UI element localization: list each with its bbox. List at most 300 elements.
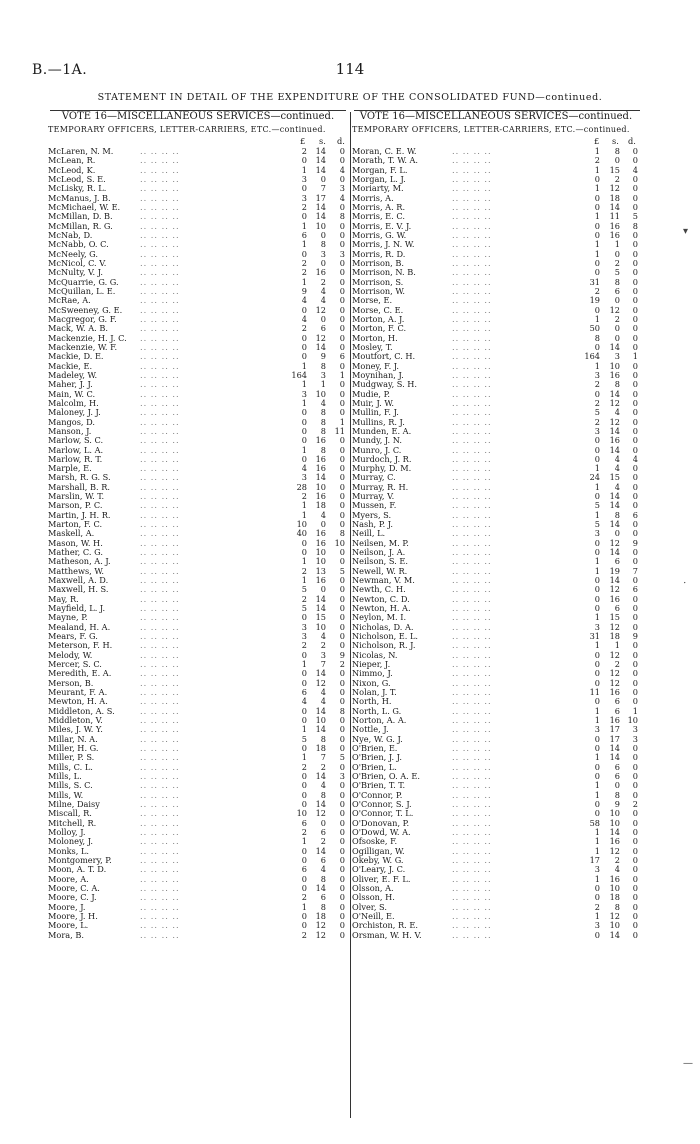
entry-name: Nash, P. J. (352, 520, 394, 530)
entry-shillings: 8 (320, 425, 326, 436)
entry-name: Mitchell, R. (48, 818, 97, 828)
leader-dots: .. .. .. .. (452, 584, 492, 595)
entry-shillings: 8 (614, 276, 620, 287)
entry-shillings: 6 (614, 770, 620, 781)
entry-name: Newton, C. D. (352, 594, 410, 604)
entry-name: Myers, S. (352, 510, 392, 520)
entry-name: O'Brien, J. J. (352, 753, 402, 763)
entry-pounds: 2 (594, 416, 600, 427)
margin-mark-icon: — (683, 1058, 693, 1069)
entry-name: Mackie, E. (48, 361, 93, 371)
entry-name: Nicholas, D. A. (352, 622, 414, 632)
leader-dots: .. .. .. .. (452, 211, 492, 222)
entry-pounds: 1 (594, 509, 600, 520)
entry-pounds: 1 (594, 481, 600, 492)
entry-pence: 0 (339, 481, 345, 492)
entry-pounds: 1 (594, 248, 600, 259)
entry-shillings: 2 (614, 659, 620, 670)
entry-name: McNabb, O. C. (48, 240, 109, 250)
entry-shillings: 8 (320, 789, 326, 800)
entry-shillings: 10 (315, 621, 326, 632)
entry-shillings: 2 (614, 257, 620, 268)
entry-pence: 0 (339, 332, 345, 343)
entry-shillings: 16 (315, 528, 326, 539)
entry-shillings: 2 (320, 640, 326, 651)
entry-pounds: 0 (301, 547, 307, 558)
leader-dots: .. .. .. .. (452, 491, 492, 502)
entry-pence: 0 (339, 920, 345, 931)
entry-shillings: 4 (614, 453, 620, 464)
entry-shillings: 2 (614, 313, 620, 324)
leader-dots: .. .. .. .. (452, 481, 492, 492)
entry-shillings: 2 (614, 854, 620, 865)
leader-dots: .. .. .. .. (452, 332, 492, 343)
entry-shillings: 14 (315, 155, 326, 166)
entry-pence: 0 (632, 248, 638, 259)
entry-pounds: 2 (594, 397, 600, 408)
leader-dots: .. .. .. .. (140, 780, 180, 791)
entry-pounds: 50 (589, 323, 600, 334)
entry-name: Morton, F. C. (352, 324, 407, 334)
leader-dots: .. .. .. .. (452, 733, 492, 744)
entry-name: Moriarty, M. (352, 184, 404, 194)
entry-name: Morse, C. E. (352, 305, 404, 315)
entry-pounds: 1 (301, 239, 307, 250)
entry-pounds: 2 (301, 565, 307, 576)
entry-pounds: 1 (594, 826, 600, 837)
entry-name: Newman, V. M. (352, 576, 415, 586)
entry-name: Milne, Daisy (48, 799, 100, 809)
entry-shillings: 4 (614, 864, 620, 875)
leader-dots: .. .. .. .. (452, 752, 492, 763)
entry-name: Neill, L. (352, 529, 386, 539)
entry-pounds: 0 (594, 267, 600, 278)
entry-name: Morath, T. W. A. (352, 156, 419, 166)
leader-dots: .. .. .. .. (140, 770, 180, 781)
entry-shillings: 14 (609, 547, 620, 558)
entry-shillings: 0 (320, 173, 326, 184)
entry-pence: 0 (632, 789, 638, 800)
entry-shillings: 16 (315, 491, 326, 502)
entry-shillings: 8 (320, 239, 326, 250)
entry-shillings: 16 (315, 267, 326, 278)
entry-pounds: 1 (594, 565, 600, 576)
entry-name: Muir, J. W. (352, 398, 394, 408)
entry-pounds: 1 (594, 873, 600, 884)
leader-dots: .. .. .. .. (452, 724, 492, 735)
leader-dots: .. .. .. .. (452, 388, 492, 399)
entry-shillings: 7 (320, 183, 326, 194)
leader-dots: .. .. .. .. (140, 519, 180, 530)
entry-shillings: 2 (320, 276, 326, 287)
entry-pence: 0 (632, 341, 638, 352)
entry-pence: 0 (339, 593, 345, 604)
entry-pounds: 1 (594, 640, 600, 651)
entry-pounds: 0 (301, 770, 307, 781)
entry-shillings: 17 (609, 733, 620, 744)
leader-dots: .. .. .. .. (452, 351, 492, 362)
entry-pounds: 17 (589, 854, 600, 865)
entry-pounds: 1 (594, 239, 600, 250)
leader-dots: .. .. .. .. (140, 332, 180, 343)
entry-shillings: 0 (614, 528, 620, 539)
leader-dots: .. .. .. .. (140, 565, 180, 576)
entry-name: O'Brien, T. T. (352, 781, 406, 791)
leader-dots: .. .. .. .. (140, 920, 180, 931)
entry-pence: 11 (334, 425, 345, 436)
entry-pence: 0 (632, 668, 638, 679)
entry-pounds: 2 (301, 929, 307, 940)
entry-name: Nye, W. G. J. (352, 734, 403, 744)
entry-name: Marlow, S. C. (48, 436, 104, 446)
entry-shillings: 14 (315, 341, 326, 352)
leader-dots: .. .. .. .. (140, 351, 180, 362)
entry-name: O'Connor, T. L. (352, 809, 414, 819)
entry-pence: 5 (339, 752, 345, 763)
entry-pounds: 0 (594, 220, 600, 231)
entry-name: Miller, P. S. (48, 753, 95, 763)
entry-name: O'Brien, O. A. E. (352, 771, 420, 781)
entry-pence: 5 (339, 565, 345, 576)
entry-shillings: 14 (315, 668, 326, 679)
entry-name: Marshall, B. R. (48, 482, 110, 492)
leader-dots: .. .. .. .. (140, 472, 180, 483)
entry-name: Mangos, D. (48, 417, 95, 427)
entry-shillings: 8 (320, 901, 326, 912)
entry-name: Mussen, F. (352, 501, 397, 511)
pounds-header: £ (300, 136, 306, 146)
entry-pounds: 2 (301, 201, 307, 212)
entry-pounds: 0 (594, 444, 600, 455)
entry-pounds: 1 (301, 659, 307, 670)
entry-pence: 3 (632, 724, 638, 735)
entry-name: Munden, E. A. (352, 426, 412, 436)
entry-name: Meredith, E. A. (48, 669, 112, 679)
entry-shillings: 7 (320, 659, 326, 670)
entry-pence: 0 (339, 929, 345, 940)
entry-pence: 0 (339, 780, 345, 791)
entry-pence: 0 (632, 304, 638, 315)
entry-pence: 3 (339, 183, 345, 194)
entry-name: McNeely, G. (48, 249, 99, 259)
entry-shillings: 12 (609, 537, 620, 548)
entry-pence: 4 (632, 453, 638, 464)
entry-pence: 10 (627, 715, 638, 726)
entry-pence: 0 (339, 155, 345, 166)
leader-dots: .. .. .. .. (140, 659, 180, 670)
leader-dots: .. .. .. .. (140, 481, 180, 492)
entry-shillings: 16 (609, 873, 620, 884)
entry-shillings: 4 (614, 407, 620, 418)
entry-pounds: 1 (594, 313, 600, 324)
entry-shillings: 16 (609, 220, 620, 231)
entry-shillings: 14 (609, 444, 620, 455)
entry-shillings: 3 (320, 649, 326, 660)
entry-pence: 0 (339, 910, 345, 921)
entry-name: Mayfield, L. J. (48, 604, 106, 614)
entry-pence: 0 (632, 836, 638, 847)
entry-pence: 0 (632, 845, 638, 856)
entry-pence: 0 (632, 864, 638, 875)
entry-shillings: 12 (315, 332, 326, 343)
entry-pounds: 0 (301, 649, 307, 660)
entry-shillings: 0 (320, 519, 326, 530)
leader-dots: .. .. .. .. (452, 798, 492, 809)
entry-shillings: 16 (315, 453, 326, 464)
entry-pence: 0 (339, 808, 345, 819)
entry-pounds: 10 (296, 519, 307, 530)
entry-pence: 5 (632, 211, 638, 222)
leader-dots: .. .. .. .. (140, 379, 180, 390)
leader-dots: .. .. .. .. (452, 845, 492, 856)
entry-pence: 0 (632, 229, 638, 240)
entry-shillings: 4 (614, 481, 620, 492)
entry-pounds: 2 (301, 593, 307, 604)
entry-pence: 0 (339, 313, 345, 324)
entry-name: Murphy, D. M. (352, 464, 412, 474)
entry-pence: 0 (339, 453, 345, 464)
entry-name: Moore, J. (48, 902, 86, 912)
entry-shillings: 12 (609, 910, 620, 921)
entry-pounds: 6 (301, 817, 307, 828)
entry-shillings: 4 (320, 687, 326, 698)
entry-pounds: 2 (301, 892, 307, 903)
entry-pence: 0 (339, 789, 345, 800)
entry-name: Moynihan, J. (352, 370, 404, 380)
leader-dots: .. .. .. .. (452, 603, 492, 614)
entry-name: Mullin, F. J. (352, 408, 399, 418)
entry-pounds: 0 (594, 659, 600, 670)
entry-name: Mudie, P. (352, 389, 391, 399)
entry-shillings: 16 (609, 435, 620, 446)
entry-shillings: 14 (609, 575, 620, 586)
entry-pounds: 0 (301, 882, 307, 893)
entry-pounds: 5 (594, 407, 600, 418)
entry-shillings: 3 (614, 351, 620, 362)
entry-shillings: 3 (320, 369, 326, 380)
entry-name: Mills, W. (48, 790, 84, 800)
entry-pence: 9 (632, 631, 638, 642)
entry-pounds: 2 (301, 323, 307, 334)
right-column (352, 110, 640, 940)
entry-pence: 0 (632, 444, 638, 455)
leader-dots: .. .. .. .. (452, 229, 492, 240)
entry-shillings: 10 (315, 388, 326, 399)
entry-name: McNicol, C. V. (48, 258, 107, 268)
entry-pence: 0 (632, 603, 638, 614)
leader-dots: .. .. .. .. (140, 323, 180, 334)
entry-shillings: 8 (614, 901, 620, 912)
leader-dots: .. .. .. .. (452, 341, 492, 352)
entry-pence: 0 (632, 687, 638, 698)
entry-pounds: 1 (301, 444, 307, 455)
entry-name: Mackie, D. E. (48, 352, 104, 362)
entry-pounds: 0 (594, 603, 600, 614)
entry-shillings: 0 (614, 295, 620, 306)
leader-dots: .. .. .. .. (452, 687, 492, 698)
entry-pounds: 0 (301, 798, 307, 809)
entry-name: Main, W. C. (48, 389, 96, 399)
entry-name: Morrison, B. (352, 258, 404, 268)
entry-shillings: 3 (320, 248, 326, 259)
entry-pounds: 3 (301, 388, 307, 399)
entry-pence: 0 (339, 575, 345, 586)
entry-shillings: 10 (609, 808, 620, 819)
leader-dots: .. .. .. .. (452, 257, 492, 268)
leader-dots: .. .. .. .. (452, 192, 492, 203)
entry-name: Moore, L. (48, 921, 89, 931)
entry-pounds: 0 (301, 705, 307, 716)
entry-shillings: 6 (320, 854, 326, 865)
entry-pounds: 3 (594, 864, 600, 875)
entry-pounds: 1 (594, 705, 600, 716)
entry-pounds: 0 (594, 761, 600, 772)
entry-name: North, H. (352, 697, 392, 707)
entry-pence: 0 (632, 416, 638, 427)
entry-shillings: 6 (614, 705, 620, 716)
leader-dots: .. .. .. .. (452, 743, 492, 753)
entry-pounds: 0 (594, 668, 600, 679)
entry-name: McMichael, W. E. (48, 202, 121, 212)
entry-pounds: 3 (594, 724, 600, 735)
leader-dots: .. .. .. .. (452, 864, 492, 875)
leader-dots: .. .. .. .. (140, 304, 180, 315)
entry-name: Matheson, A. J. (48, 557, 111, 567)
entry-pounds: 1 (594, 463, 600, 474)
entry-pounds: 0 (301, 351, 307, 362)
entry-pounds: 0 (594, 491, 600, 502)
entry-name: Morgan, L. J. (352, 174, 406, 184)
entry-pounds: 3 (301, 173, 307, 184)
entry-shillings: 4 (320, 696, 326, 707)
entry-pence: 0 (632, 873, 638, 884)
entry-shillings: 6 (614, 556, 620, 567)
entry-pence: 0 (632, 910, 638, 921)
entry-shillings: 14 (609, 388, 620, 399)
entry-name: North, L. G. (352, 706, 402, 716)
entry-pence: 0 (339, 323, 345, 334)
entry-name: Newton, H. A. (352, 604, 411, 614)
entry-pence: 0 (632, 743, 638, 753)
leader-dots: .. .. .. .. (452, 379, 492, 390)
entry-name: Macgregor, G. F. (48, 314, 117, 324)
entry-name: Mason, W. H. (48, 538, 103, 548)
entry-shillings: 14 (609, 201, 620, 212)
leader-dots: .. .. .. .. (140, 491, 180, 502)
entry-shillings: 9 (614, 798, 620, 809)
entry-pence: 0 (632, 677, 638, 688)
entry-pence: 0 (339, 854, 345, 865)
entry-pounds: 0 (594, 547, 600, 558)
entry-shillings: 0 (320, 584, 326, 595)
entry-pence: 0 (339, 407, 345, 418)
entry-pounds: 3 (594, 621, 600, 632)
leader-dots: .. .. .. .. (140, 164, 180, 175)
leader-dots: .. .. .. .. (140, 631, 180, 642)
entry-name: May, R. (48, 594, 79, 604)
entry-pence: 0 (339, 743, 345, 753)
entry-shillings: 0 (320, 257, 326, 268)
entry-pence: 0 (632, 519, 638, 530)
leader-dots: .. .. .. .. (452, 789, 492, 800)
entry-shillings: 8 (320, 360, 326, 371)
entry-pounds: 4 (301, 696, 307, 707)
margin-mark-icon: ⋅ (683, 578, 687, 589)
entry-name: Moore, J. H. (48, 911, 98, 921)
entry-name: Meurant, F. A. (48, 688, 108, 698)
leader-dots: .. .. .. .. (140, 761, 180, 772)
entry-shillings: 12 (609, 677, 620, 688)
entry-shillings: 0 (614, 323, 620, 334)
entry-list (352, 147, 640, 940)
leader-dots: .. .. .. .. (140, 537, 180, 548)
entry-pounds: 0 (301, 416, 307, 427)
entry-name: Mudgway, S. H. (352, 380, 418, 390)
entry-name: Marsh, R. G. S. (48, 473, 111, 483)
entry-pence: 9 (339, 649, 345, 660)
leader-dots: .. .. .. .. (452, 612, 492, 623)
entry-shillings: 5 (614, 267, 620, 278)
entry-pounds: 0 (594, 388, 600, 399)
entry-shillings: 16 (315, 463, 326, 474)
leader-dots: .. .. .. .. (452, 817, 492, 828)
leader-dots: .. .. .. .. (452, 640, 492, 651)
leader-dots: .. .. .. .. (140, 276, 180, 287)
entry-pounds: 1 (301, 397, 307, 408)
entry-pounds: 1 (594, 836, 600, 847)
leader-dots: .. .. .. .. (140, 677, 180, 688)
leader-dots: .. .. .. .. (452, 323, 492, 334)
entry-pence: 0 (339, 444, 345, 455)
leader-dots: .. .. .. .. (452, 631, 492, 642)
entry-shillings: 12 (315, 929, 326, 940)
entry-pence: 0 (339, 761, 345, 772)
entry-shillings: 6 (320, 323, 326, 334)
leader-dots: .. .. .. .. (452, 873, 492, 884)
leader-dots: .. .. .. .. (452, 668, 492, 679)
entry-name: Maher, J. J. (48, 380, 93, 390)
leader-dots: .. .. .. .. (140, 724, 180, 735)
entry-pounds: 3 (301, 192, 307, 203)
entry-pence: 0 (339, 295, 345, 306)
entry-shillings: 4 (614, 463, 620, 474)
entry-pence: 0 (632, 360, 638, 371)
leader-dots: .. .. .. .. (140, 285, 180, 296)
leader-dots: .. .. .. .. (452, 276, 492, 287)
entry-name: Mealand, H. A. (48, 622, 111, 632)
entry-pence: 0 (632, 481, 638, 492)
entry-pence: 1 (339, 369, 345, 380)
entry-shillings: 17 (315, 192, 326, 203)
leader-dots: .. .. .. .. (452, 472, 492, 483)
entry-pence: 6 (632, 584, 638, 595)
entry-pence: 0 (632, 621, 638, 632)
entry-pence: 0 (339, 631, 345, 642)
entry-pence: 4 (339, 192, 345, 203)
entry-shillings: 2 (614, 173, 620, 184)
entry-pounds: 0 (594, 537, 600, 548)
entry-pence: 0 (339, 724, 345, 735)
entry-pounds: 1 (594, 183, 600, 194)
entry-name: Olver, S. (352, 902, 387, 912)
entry-shillings: 1 (320, 379, 326, 390)
entry-name: Nicholson, R. J. (352, 641, 416, 651)
leader-dots: .. .. .. .. (140, 687, 180, 698)
entry-shillings: 14 (315, 882, 326, 893)
entry-pounds: 1 (301, 360, 307, 371)
entry-name: Marlow, R. T. (48, 454, 103, 464)
leader-dots: .. .. .. .. (452, 444, 492, 455)
